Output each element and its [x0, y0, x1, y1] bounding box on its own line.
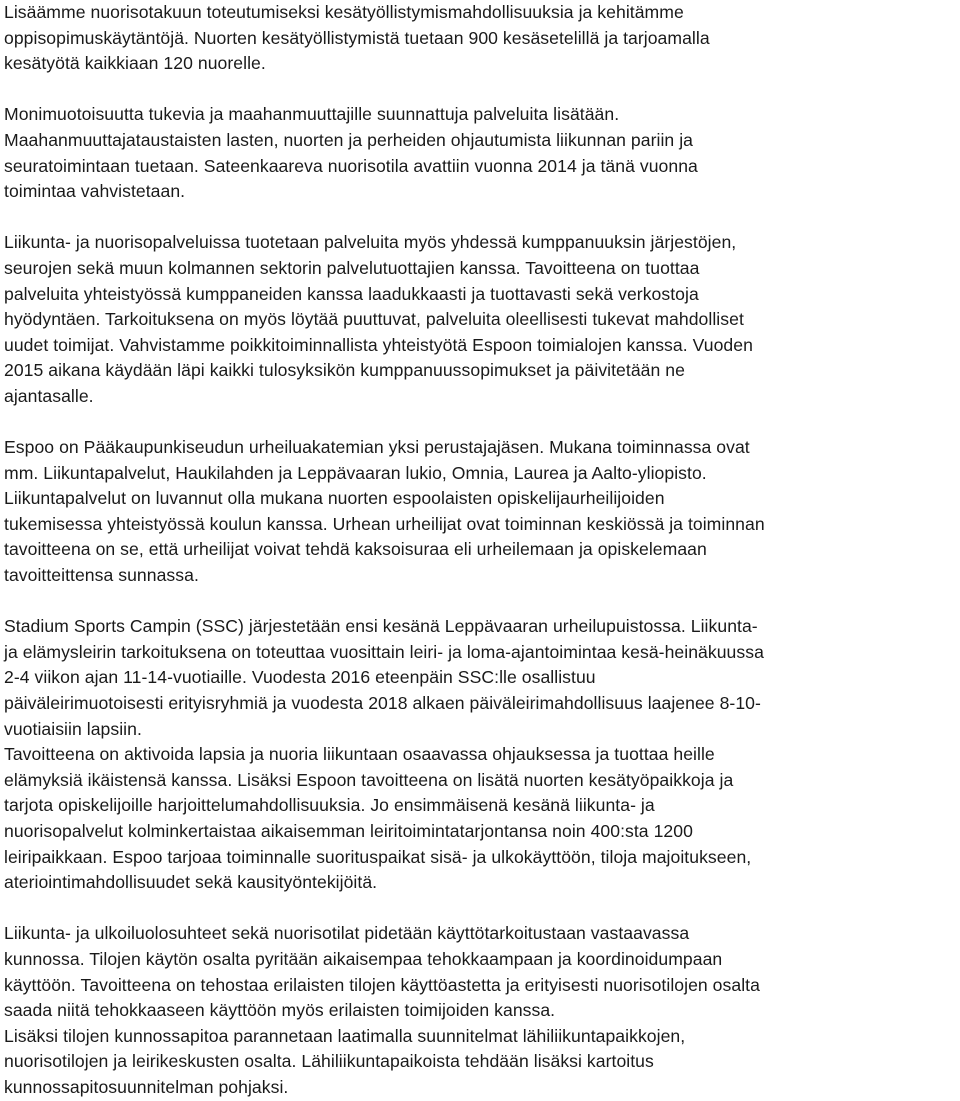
- text-line: nuorisotilojen ja leirikeskusten osalta. Lähiliikuntapaikoista tehdään lisäksi kartoitus: [4, 1051, 654, 1072]
- paragraph-olosuhteet: [4, 921, 958, 1023]
- text-line: Espoo on Pääkaupunkiseudun urheiluakatemian yksi perustajajäsen. Mukana toiminnassa ovat: [4, 437, 750, 458]
- text-line: leiripaikkaan. Espoo tarjoaa toiminnalle suorituspaikat sisä- ja ulkokäyttöön, tiloja majoitukseen,: [4, 846, 752, 867]
- text-line: 2015 aikana käydään läpi kaikki tulosyksikön kumppanuussopimukset ja päivitetään ne: [4, 360, 685, 381]
- text-line: seuratoimintaan tuetaan. Sateenkaareva nuorisotila avattiin vuonna 2014 ja tänä vuonna: [4, 155, 698, 176]
- text-line: mm. Liikuntapalvelut, Haukilahden ja Leppävaaran lukio, Omnia, Laurea ja Aalto-yliopisto.: [4, 462, 707, 483]
- text-line: Tavoitteena on aktivoida lapsia ja nuoria liikuntaan osaavassa ohjauksessa ja tuottaa heille: [4, 744, 715, 765]
- text-line: uudet toimijat. Vahvistamme poikkitoiminnallista yhteistyötä Espoon toimialojen kanssa. Vuoden: [4, 334, 753, 355]
- text-line: vuotiaisiin lapsiin.: [4, 718, 142, 739]
- text-line: Liikunta- ja nuorisopalveluissa tuotetaan palveluita myös yhdessä kumppanuuksin järjestöjen,: [4, 232, 737, 253]
- text-line: toimintaa vahvistetaan.: [4, 181, 186, 202]
- paragraph-nuorisotakuu: [4, 0, 958, 77]
- text-line: tukemisessa yhteistyössä koulun kanssa. Urhean urheilijat ovat toiminnan keskiössä ja toiminnan: [4, 513, 765, 534]
- text-line: kunnossa. Tilojen käytön osalta pyritään aikaisempaa tehokkaampaan ja koordinoidumpaan: [4, 948, 723, 969]
- text-line: elämyksiä ikäistensä kanssa. Lisäksi Espoon tavoitteena on lisätä nuorten kesätyöpaikkoja ja: [4, 769, 734, 790]
- text-line: Monimuotoisuutta tukevia ja maahanmuuttajille suunnattuja palveluita lisätään.: [4, 104, 620, 125]
- paragraph-tavoitteena-aktivoida: [4, 742, 958, 896]
- text-line: tarjota opiskelijoille harjoittelumahdollisuuksia. Jo ensimmäisenä kesänä liikunta- ja: [4, 795, 655, 816]
- text-line: kunnossapitosuunnitelman pohjaksi.: [4, 1076, 289, 1097]
- text-line: kesätyötä kaikkiaan 120 nuorelle.: [4, 53, 266, 74]
- text-line: Lisäämme nuorisotakuun toteutumiseksi kesätyöllistymismahdollisuuksia ja kehitämme: [4, 2, 684, 22]
- paragraph-kumppanuudet: [4, 230, 958, 409]
- text-line: käyttöön. Tavoitteena on tehostaa erilaisten tilojen käyttöastetta ja erityisesti nuorisotilojen osalta: [4, 974, 760, 995]
- text-line: ateriointimahdollisuudet sekä kausityöntekijöitä.: [4, 872, 378, 893]
- text-line: 2-4 viikon ajan 11-14-vuotiaille. Vuodesta 2016 eteenpäin SSC:lle osallistuu: [4, 667, 596, 688]
- text-line: ja elämysleirin tarkoituksena on toteuttaa vuosittain leiri- ja loma-ajantoimintaa kesä-heinäkuussa: [4, 641, 764, 662]
- paragraph-kunnossapito: [4, 1024, 958, 1101]
- text-line: tavoitteena on se, että urheilijat voivat tehdä kaksoisuraa eli urheilemaan ja opiskelemaan: [4, 539, 707, 560]
- text-line: Maahanmuuttajataustaisten lasten, nuorten ja perheiden ohjautumista liikunnan pariin ja: [4, 129, 693, 150]
- text-line: Liikuntapalvelut on luvannut olla mukana nuorten espoolaisten opiskelijaurheilijoiden: [4, 488, 665, 509]
- document-page: [4, 0, 958, 1101]
- text-line: nuorisopalvelut kolminkertaistaa aikaisemman leiritoimintatarjontansa noin 400:sta 1200: [4, 821, 693, 841]
- text-line: Stadium Sports Campin (SSC) järjestetään ensi kesänä Leppävaaran urheilupuistossa. Liikunta-: [4, 616, 758, 637]
- paragraph-urheiluakatemia: [4, 435, 958, 589]
- paragraph-stadium-sports-camp: [4, 614, 958, 742]
- text-line: tavoitteittensa sunnassa.: [4, 565, 199, 586]
- text-line: Liikunta- ja ulkoiluolosuhteet sekä nuorisotilat pidetään käyttötarkoitustaan vastaavassa: [4, 923, 690, 944]
- text-line: oppisopimuskäytäntöjä. Nuorten kesätyöllistymistä tuetaan 900 kesäsetelillä ja tarjoamalla: [4, 27, 710, 48]
- text-line: palveluita yhteistyössä kumppaneiden kanssa laadukkaasti ja tuottavasti sekä verkostoja: [4, 283, 699, 304]
- text-line: päiväleirimuotoisesti erityisryhmiä ja vuodesta 2018 alkaen päiväleirimahdollisuus laajenee 8-10-: [4, 693, 761, 714]
- text-line: saada niitä tehokkaaseen käyttöön myös erilaisten toimijoiden kanssa.: [4, 1000, 556, 1021]
- paragraph-monimuotoisuus: [4, 102, 958, 204]
- text-line: hyödyntäen. Tarkoituksena on myös löytää puuttuvat, palveluita oleellisesti tukevat mahdolliset: [4, 309, 744, 330]
- text-line: Lisäksi tilojen kunnossapitoa parannetaan laatimalla suunnitelmat lähiliikuntapaikkojen,: [4, 1025, 686, 1046]
- text-line: ajantasalle.: [4, 385, 94, 406]
- text-line: seurojen sekä muun kolmannen sektorin palvelutuottajien kanssa. Tavoitteena on tuottaa: [4, 257, 700, 278]
